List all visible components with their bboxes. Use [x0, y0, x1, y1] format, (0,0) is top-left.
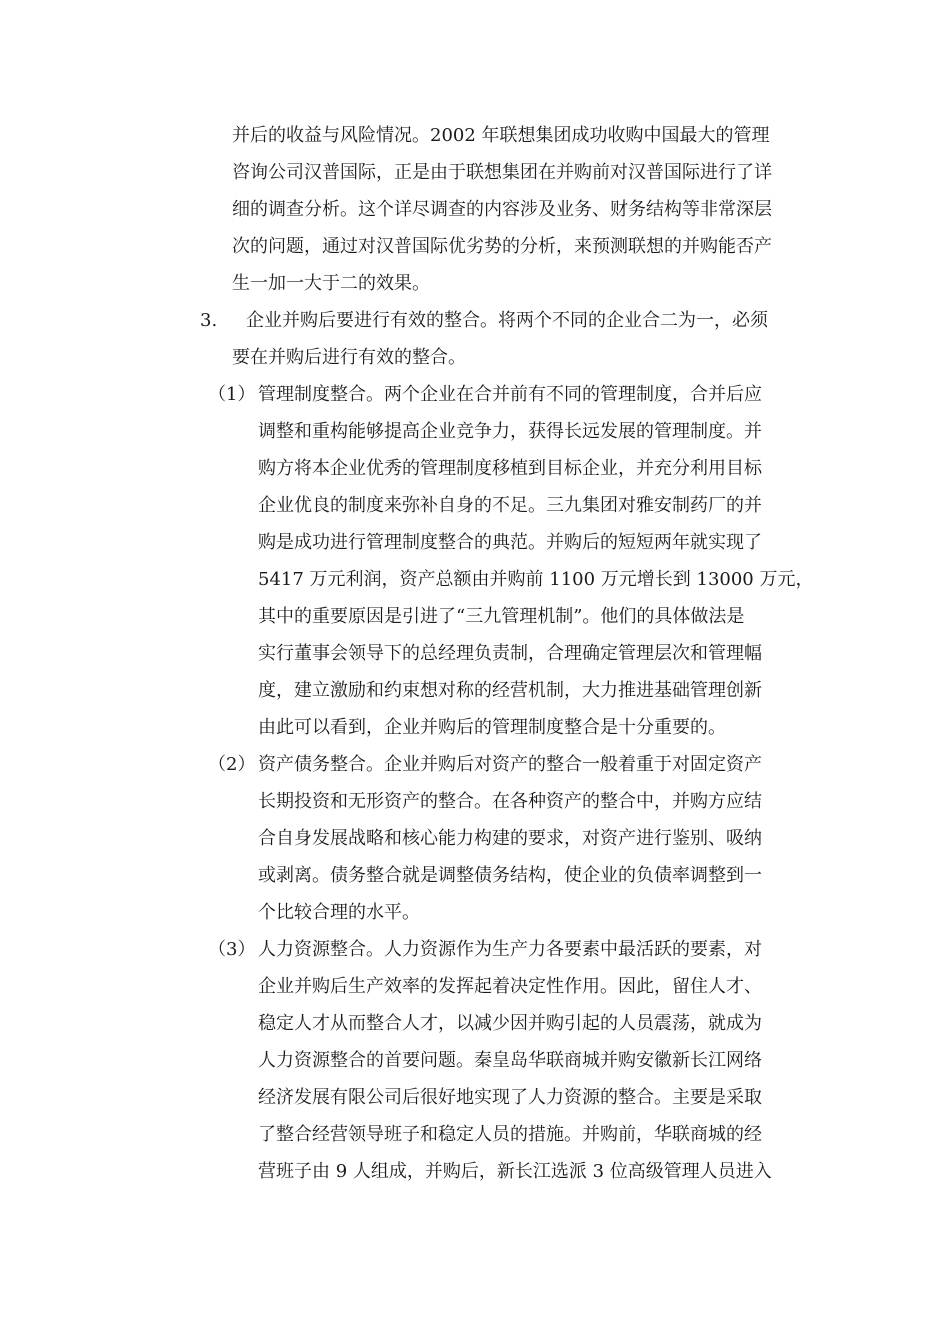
- list-marker: （2）: [208, 754, 256, 775]
- text-line: 或剥离。债务整合就是调整债务结构，使企业的负债率调整到一: [258, 865, 762, 886]
- text-line: 人力资源整合的首要问题。秦皇岛华联商城并购安徽新长江网络: [258, 1050, 762, 1071]
- text-line: 了整合经营领导班子和稳定人员的措施。并购前，华联商城的经: [258, 1124, 762, 1145]
- text-line: 其中的重要原因是引进了“三九管理机制”。他们的具体做法是: [258, 606, 745, 627]
- text-line: 度，建立激励和约束想对称的经营机制，大力推进基础管理创新: [258, 680, 762, 701]
- text-line: 次的问题，通过对汉普国际优劣势的分析，来预测联想的并购能否产: [232, 236, 772, 257]
- text-line: 5417 万元利润，资产总额由并购前 1100 万元增长到 13000 万元，: [258, 569, 814, 590]
- list-marker: （1）: [208, 384, 256, 405]
- text-line: 长期投资和无形资产的整合。在各种资产的整合中，并购方应结: [258, 791, 762, 812]
- text-line: 并后的收益与风险情况。2002 年联想集团成功收购中国最大的管理: [232, 125, 770, 146]
- text-line: 个比较合理的水平。: [258, 902, 420, 923]
- text-line: 经济发展有限公司后很好地实现了人力资源的整合。主要是采取: [258, 1087, 762, 1108]
- text-line: 细的调查分析。这个详尽调查的内容涉及业务、财务结构等非常深层: [232, 199, 772, 220]
- list-marker: 3.: [200, 310, 218, 331]
- text-line: 生一加一大于二的效果。: [232, 273, 430, 294]
- text-line: 购方将本企业优秀的管理制度移植到目标企业，并充分利用目标: [258, 458, 762, 479]
- text-line: 资产债务整合。企业并购后对资产的整合一般着重于对固定资产: [258, 754, 762, 775]
- text-line: 由此可以看到，企业并购后的管理制度整合是十分重要的。: [258, 717, 726, 738]
- text-line: 营班子由 9 人组成，并购后，新长江选派 3 位高级管理人员进入: [258, 1161, 772, 1182]
- text-line: 要在并购后进行有效的整合。: [232, 347, 466, 368]
- text-line: 管理制度整合。两个企业在合并前有不同的管理制度，合并后应: [258, 384, 762, 405]
- text-line: 咨询公司汉普国际，正是由于联想集团在并购前对汉普国际进行了详: [232, 162, 772, 183]
- text-line: 企业优良的制度来弥补自身的不足。三九集团对雅安制药厂的并: [258, 495, 762, 516]
- text-line: 实行董事会领导下的总经理负责制，合理确定管理层次和管理幅: [258, 643, 762, 664]
- text-line: 合自身发展战略和核心能力构建的要求，对资产进行鉴别、吸纳: [258, 828, 762, 849]
- text-line: 企业并购后生产效率的发挥起着决定性作用。因此，留住人才、: [258, 976, 762, 997]
- text-line: 企业并购后要进行有效的整合。将两个不同的企业合二为一，必须: [246, 310, 768, 331]
- list-marker: （3）: [208, 939, 256, 960]
- text-line: 调整和重构能够提高企业竞争力，获得长远发展的管理制度。并: [258, 421, 762, 442]
- text-line: 购是成功进行管理制度整合的典范。并购后的短短两年就实现了: [258, 532, 762, 553]
- text-line: 稳定人才从而整合人才，以减少因并购引起的人员震荡，就成为: [258, 1013, 762, 1034]
- text-line: 人力资源整合。人力资源作为生产力各要素中最活跃的要素，对: [258, 939, 762, 960]
